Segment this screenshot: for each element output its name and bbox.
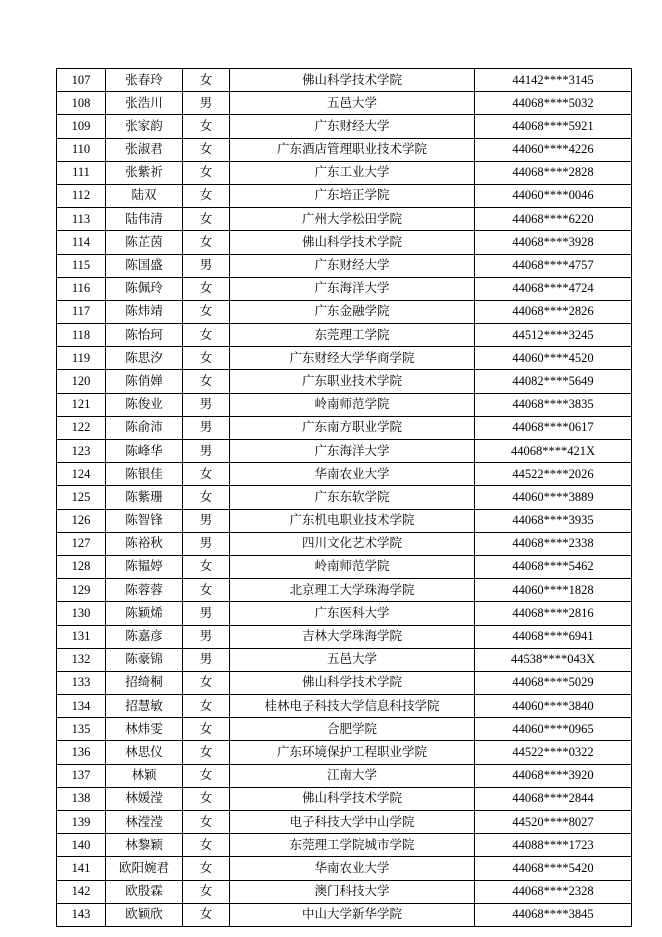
cell-sex: 女 bbox=[183, 69, 230, 92]
cell-name: 欧殷霖 bbox=[106, 880, 183, 903]
cell-sex: 女 bbox=[183, 208, 230, 231]
cell-sex: 女 bbox=[183, 300, 230, 323]
cell-school: 四川文化艺术学院 bbox=[230, 532, 475, 555]
cell-id: 44068****5420 bbox=[475, 857, 632, 880]
cell-id: 44538****043X bbox=[475, 648, 632, 671]
cell-id: 44068****4757 bbox=[475, 254, 632, 277]
cell-school: 中山大学新华学院 bbox=[230, 903, 475, 926]
cell-sex: 女 bbox=[183, 857, 230, 880]
cell-school: 五邑大学 bbox=[230, 92, 475, 115]
cell-school: 华南农业大学 bbox=[230, 857, 475, 880]
cell-index: 139 bbox=[57, 811, 106, 834]
cell-index: 119 bbox=[57, 347, 106, 370]
cell-index: 137 bbox=[57, 764, 106, 787]
cell-id: 44060****3889 bbox=[475, 486, 632, 509]
cell-sex: 男 bbox=[183, 393, 230, 416]
cell-id: 44060****4520 bbox=[475, 347, 632, 370]
table-row bbox=[57, 300, 632, 323]
cell-name: 张浩川 bbox=[106, 92, 183, 115]
table-row bbox=[57, 857, 632, 880]
cell-sex: 女 bbox=[183, 880, 230, 903]
cell-id: 44068****421X bbox=[475, 440, 632, 463]
table-row bbox=[57, 416, 632, 439]
cell-index: 110 bbox=[57, 138, 106, 161]
cell-sex: 女 bbox=[183, 718, 230, 741]
cell-school: 东莞理工学院城市学院 bbox=[230, 834, 475, 857]
cell-name: 陈蓉蓉 bbox=[106, 579, 183, 602]
cell-id: 44068****2338 bbox=[475, 532, 632, 555]
table-row bbox=[57, 254, 632, 277]
cell-name: 陈炜靖 bbox=[106, 300, 183, 323]
table-row bbox=[57, 486, 632, 509]
table-row bbox=[57, 811, 632, 834]
table-row bbox=[57, 463, 632, 486]
cell-school: 广东财经大学 bbox=[230, 115, 475, 138]
cell-index: 121 bbox=[57, 393, 106, 416]
table-row bbox=[57, 579, 632, 602]
cell-index: 111 bbox=[57, 161, 106, 184]
cell-id: 44068****5032 bbox=[475, 92, 632, 115]
table-row bbox=[57, 695, 632, 718]
cell-index: 108 bbox=[57, 92, 106, 115]
cell-school: 广东财经大学华商学院 bbox=[230, 347, 475, 370]
cell-id: 44068****5029 bbox=[475, 671, 632, 694]
table-row bbox=[57, 184, 632, 207]
cell-name: 张紫祈 bbox=[106, 161, 183, 184]
cell-id: 44068****3935 bbox=[475, 509, 632, 532]
cell-index: 136 bbox=[57, 741, 106, 764]
cell-index: 142 bbox=[57, 880, 106, 903]
cell-sex: 女 bbox=[183, 811, 230, 834]
table-row bbox=[57, 787, 632, 810]
cell-school: 广东海洋大学 bbox=[230, 440, 475, 463]
cell-sex: 女 bbox=[183, 184, 230, 207]
cell-school: 广东工业大学 bbox=[230, 161, 475, 184]
cell-name: 陆双 bbox=[106, 184, 183, 207]
cell-id: 44068****2826 bbox=[475, 300, 632, 323]
cell-index: 118 bbox=[57, 324, 106, 347]
cell-name: 陈紫珊 bbox=[106, 486, 183, 509]
cell-school: 桂林电子科技大学信息科技学院 bbox=[230, 695, 475, 718]
table-row bbox=[57, 764, 632, 787]
cell-name: 欧颖欣 bbox=[106, 903, 183, 926]
cell-school: 佛山科学技术学院 bbox=[230, 231, 475, 254]
cell-name: 张淑君 bbox=[106, 138, 183, 161]
cell-sex: 女 bbox=[183, 579, 230, 602]
cell-index: 135 bbox=[57, 718, 106, 741]
cell-name: 招绮桐 bbox=[106, 671, 183, 694]
cell-id: 44068****2828 bbox=[475, 161, 632, 184]
cell-id: 44060****0965 bbox=[475, 718, 632, 741]
cell-id: 44068****3845 bbox=[475, 903, 632, 926]
table-row bbox=[57, 69, 632, 92]
cell-name: 林黎颖 bbox=[106, 834, 183, 857]
cell-name: 陈俏婵 bbox=[106, 370, 183, 393]
cell-index: 127 bbox=[57, 532, 106, 555]
cell-id: 44520****8027 bbox=[475, 811, 632, 834]
cell-id: 44060****4226 bbox=[475, 138, 632, 161]
cell-school: 广东东软学院 bbox=[230, 486, 475, 509]
cell-index: 112 bbox=[57, 184, 106, 207]
table-row bbox=[57, 161, 632, 184]
cell-name: 欧阳婉君 bbox=[106, 857, 183, 880]
cell-id: 44068****6220 bbox=[475, 208, 632, 231]
cell-school: 广东环境保护工程职业学院 bbox=[230, 741, 475, 764]
cell-sex: 女 bbox=[183, 834, 230, 857]
cell-index: 138 bbox=[57, 787, 106, 810]
cell-sex: 女 bbox=[183, 231, 230, 254]
table-row bbox=[57, 741, 632, 764]
cell-school: 岭南师范学院 bbox=[230, 393, 475, 416]
cell-name: 林滢滢 bbox=[106, 811, 183, 834]
cell-id: 44060****1828 bbox=[475, 579, 632, 602]
cell-id: 44068****3928 bbox=[475, 231, 632, 254]
cell-id: 44068****0617 bbox=[475, 416, 632, 439]
cell-id: 44522****0322 bbox=[475, 741, 632, 764]
table-row bbox=[57, 393, 632, 416]
cell-school: 广东财经大学 bbox=[230, 254, 475, 277]
table-row bbox=[57, 440, 632, 463]
table-row bbox=[57, 648, 632, 671]
cell-index: 125 bbox=[57, 486, 106, 509]
cell-name: 陈俊业 bbox=[106, 393, 183, 416]
table-row bbox=[57, 231, 632, 254]
cell-sex: 女 bbox=[183, 115, 230, 138]
roster-table bbox=[56, 68, 632, 927]
cell-sex: 女 bbox=[183, 695, 230, 718]
cell-sex: 男 bbox=[183, 509, 230, 532]
table-row bbox=[57, 602, 632, 625]
table-row bbox=[57, 208, 632, 231]
cell-school: 佛山科学技术学院 bbox=[230, 787, 475, 810]
cell-index: 132 bbox=[57, 648, 106, 671]
cell-index: 113 bbox=[57, 208, 106, 231]
cell-school: 广东职业技术学院 bbox=[230, 370, 475, 393]
cell-name: 陈思汐 bbox=[106, 347, 183, 370]
cell-sex: 男 bbox=[183, 602, 230, 625]
cell-id: 44068****3835 bbox=[475, 393, 632, 416]
cell-id: 44068****5462 bbox=[475, 555, 632, 578]
cell-id: 44068****2816 bbox=[475, 602, 632, 625]
cell-id: 44068****6941 bbox=[475, 625, 632, 648]
table-row bbox=[57, 903, 632, 926]
cell-id: 44068****2844 bbox=[475, 787, 632, 810]
cell-sex: 男 bbox=[183, 92, 230, 115]
table-row bbox=[57, 509, 632, 532]
cell-name: 陈韫婷 bbox=[106, 555, 183, 578]
cell-index: 133 bbox=[57, 671, 106, 694]
cell-name: 招慧敏 bbox=[106, 695, 183, 718]
cell-school: 广东培正学院 bbox=[230, 184, 475, 207]
cell-school: 广东医科大学 bbox=[230, 602, 475, 625]
cell-index: 131 bbox=[57, 625, 106, 648]
cell-index: 123 bbox=[57, 440, 106, 463]
table-row bbox=[57, 880, 632, 903]
cell-school: 澳门科技大学 bbox=[230, 880, 475, 903]
cell-sex: 女 bbox=[183, 161, 230, 184]
cell-name: 林思仪 bbox=[106, 741, 183, 764]
cell-school: 广东南方职业学院 bbox=[230, 416, 475, 439]
table-row bbox=[57, 555, 632, 578]
cell-sex: 女 bbox=[183, 463, 230, 486]
cell-name: 陈芷茵 bbox=[106, 231, 183, 254]
cell-index: 128 bbox=[57, 555, 106, 578]
table-row bbox=[57, 671, 632, 694]
table-row bbox=[57, 718, 632, 741]
cell-name: 陈豪锦 bbox=[106, 648, 183, 671]
cell-school: 广东酒店管理职业技术学院 bbox=[230, 138, 475, 161]
cell-id: 44512****3245 bbox=[475, 324, 632, 347]
cell-id: 44068****4724 bbox=[475, 277, 632, 300]
cell-sex: 男 bbox=[183, 625, 230, 648]
cell-school: 华南农业大学 bbox=[230, 463, 475, 486]
cell-school: 岭南师范学院 bbox=[230, 555, 475, 578]
cell-sex: 女 bbox=[183, 555, 230, 578]
cell-school: 东莞理工学院 bbox=[230, 324, 475, 347]
cell-name: 陈峰华 bbox=[106, 440, 183, 463]
cell-id: 44060****0046 bbox=[475, 184, 632, 207]
cell-school: 合肥学院 bbox=[230, 718, 475, 741]
cell-sex: 女 bbox=[183, 347, 230, 370]
cell-school: 广州大学松田学院 bbox=[230, 208, 475, 231]
cell-sex: 女 bbox=[183, 903, 230, 926]
cell-index: 130 bbox=[57, 602, 106, 625]
cell-name: 张春玲 bbox=[106, 69, 183, 92]
table-row bbox=[57, 532, 632, 555]
cell-sex: 女 bbox=[183, 486, 230, 509]
cell-sex: 女 bbox=[183, 787, 230, 810]
table-row bbox=[57, 370, 632, 393]
cell-name: 林炜雯 bbox=[106, 718, 183, 741]
table-row bbox=[57, 115, 632, 138]
cell-school: 佛山科学技术学院 bbox=[230, 671, 475, 694]
cell-sex: 男 bbox=[183, 532, 230, 555]
cell-sex: 女 bbox=[183, 370, 230, 393]
cell-name: 陈国盛 bbox=[106, 254, 183, 277]
cell-school: 吉林大学珠海学院 bbox=[230, 625, 475, 648]
cell-index: 114 bbox=[57, 231, 106, 254]
cell-sex: 女 bbox=[183, 277, 230, 300]
cell-index: 107 bbox=[57, 69, 106, 92]
cell-id: 44082****5649 bbox=[475, 370, 632, 393]
cell-index: 129 bbox=[57, 579, 106, 602]
table-row bbox=[57, 834, 632, 857]
cell-index: 143 bbox=[57, 903, 106, 926]
table-row bbox=[57, 347, 632, 370]
cell-id: 44060****3840 bbox=[475, 695, 632, 718]
cell-index: 134 bbox=[57, 695, 106, 718]
cell-school: 北京理工大学珠海学院 bbox=[230, 579, 475, 602]
cell-name: 陈智锋 bbox=[106, 509, 183, 532]
cell-index: 116 bbox=[57, 277, 106, 300]
cell-school: 五邑大学 bbox=[230, 648, 475, 671]
cell-sex: 男 bbox=[183, 254, 230, 277]
cell-sex: 男 bbox=[183, 648, 230, 671]
cell-sex: 女 bbox=[183, 764, 230, 787]
cell-index: 122 bbox=[57, 416, 106, 439]
cell-sex: 女 bbox=[183, 671, 230, 694]
table-row bbox=[57, 138, 632, 161]
table-row bbox=[57, 277, 632, 300]
cell-id: 44088****1723 bbox=[475, 834, 632, 857]
cell-school: 江南大学 bbox=[230, 764, 475, 787]
table-row bbox=[57, 92, 632, 115]
roster-table-body bbox=[57, 69, 632, 927]
cell-name: 陈怡珂 bbox=[106, 324, 183, 347]
cell-index: 109 bbox=[57, 115, 106, 138]
cell-name: 陆伟清 bbox=[106, 208, 183, 231]
cell-index: 126 bbox=[57, 509, 106, 532]
cell-name: 陈佩玲 bbox=[106, 277, 183, 300]
cell-index: 140 bbox=[57, 834, 106, 857]
cell-id: 44142****3145 bbox=[475, 69, 632, 92]
cell-index: 115 bbox=[57, 254, 106, 277]
cell-name: 陈嘉彦 bbox=[106, 625, 183, 648]
cell-id: 44068****5921 bbox=[475, 115, 632, 138]
cell-sex: 女 bbox=[183, 324, 230, 347]
cell-name: 陈俞沛 bbox=[106, 416, 183, 439]
cell-index: 120 bbox=[57, 370, 106, 393]
table-row bbox=[57, 625, 632, 648]
cell-school: 佛山科学技术学院 bbox=[230, 69, 475, 92]
cell-name: 陈裕秋 bbox=[106, 532, 183, 555]
cell-sex: 男 bbox=[183, 440, 230, 463]
cell-index: 141 bbox=[57, 857, 106, 880]
cell-school: 广东金融学院 bbox=[230, 300, 475, 323]
cell-school: 广东机电职业技术学院 bbox=[230, 509, 475, 532]
cell-name: 林颖 bbox=[106, 764, 183, 787]
cell-name: 陈银佳 bbox=[106, 463, 183, 486]
cell-id: 44068****2328 bbox=[475, 880, 632, 903]
cell-id: 44522****2026 bbox=[475, 463, 632, 486]
cell-name: 张家韵 bbox=[106, 115, 183, 138]
cell-sex: 女 bbox=[183, 741, 230, 764]
cell-name: 林媛滢 bbox=[106, 787, 183, 810]
table-row bbox=[57, 324, 632, 347]
cell-sex: 女 bbox=[183, 138, 230, 161]
cell-school: 电子科技大学中山学院 bbox=[230, 811, 475, 834]
cell-index: 124 bbox=[57, 463, 106, 486]
cell-id: 44068****3920 bbox=[475, 764, 632, 787]
cell-index: 117 bbox=[57, 300, 106, 323]
cell-school: 广东海洋大学 bbox=[230, 277, 475, 300]
cell-name: 陈颖烯 bbox=[106, 602, 183, 625]
cell-sex: 男 bbox=[183, 416, 230, 439]
